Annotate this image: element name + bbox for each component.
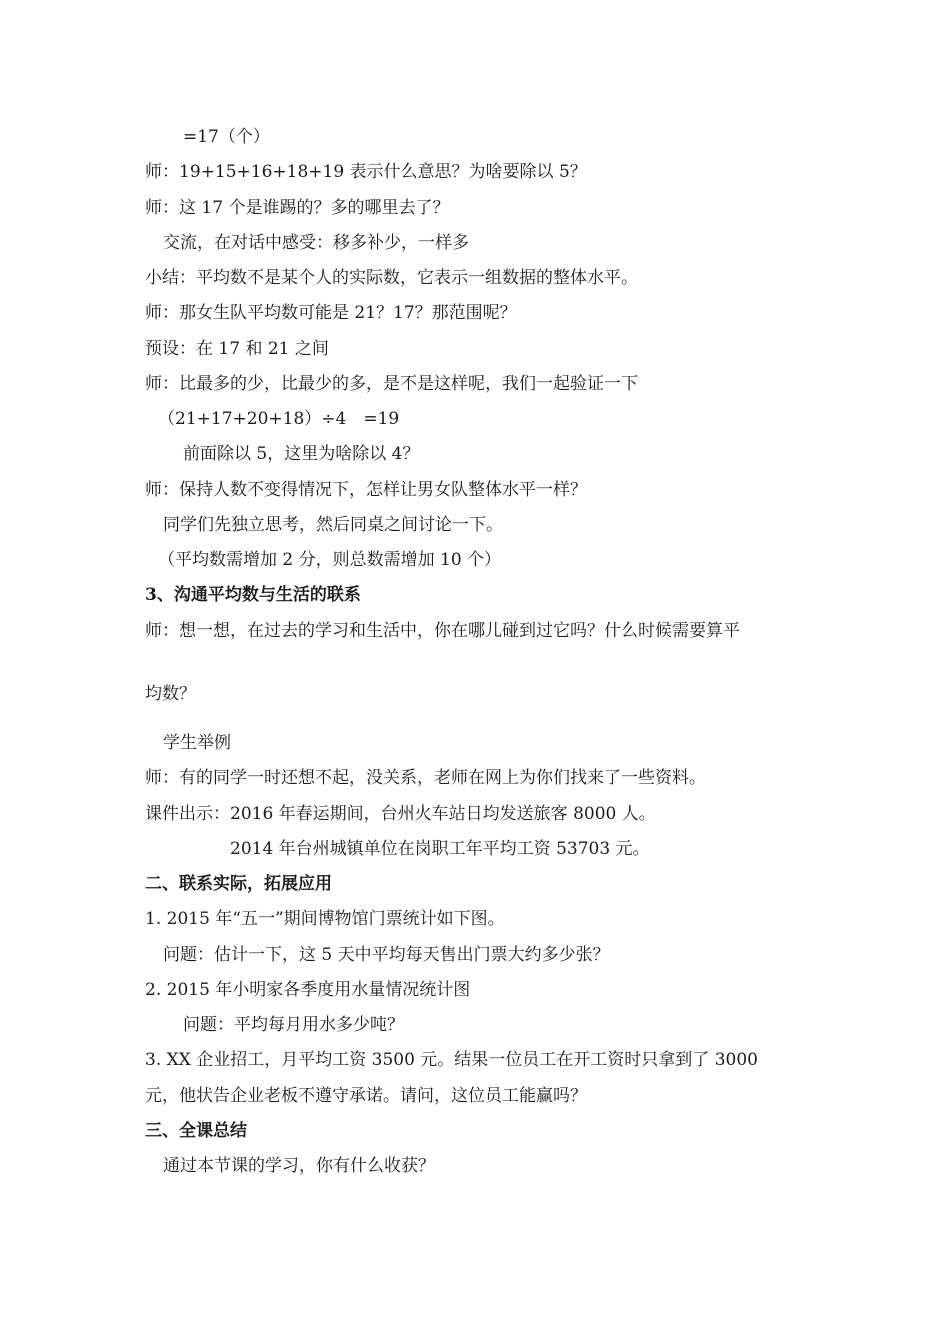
summary-line: 小结：平均数不是某个人的实际数，它表示一组数据的整体水平。 bbox=[145, 268, 638, 288]
note-line: （平均数需增加 2 分，则总数需增加 10 个） bbox=[158, 550, 502, 570]
teacher-materials-line: 师：有的同学一时还想不起，没关系，老师在网上为你们找来了一些资料。 bbox=[145, 768, 706, 788]
teacher-question-girls: 师：那女生队平均数可能是 21？17？那范围呢？ bbox=[145, 303, 517, 323]
wage-line: 2014 年台州城镇单位在岗职工年平均工资 53703 元。 bbox=[230, 839, 650, 859]
section-heading-three: 三、全课总结 bbox=[145, 1121, 247, 1141]
section-heading-two: 二、联系实际，拓展应用 bbox=[145, 874, 332, 894]
preset-line: 预设：在 17 和 21 之间 bbox=[145, 339, 329, 359]
divide-question: 前面除以 5，这里为啥除以 4？ bbox=[183, 444, 420, 464]
equation-result: =17（个） bbox=[183, 127, 270, 147]
item-2: 2. 2015 年小明家各季度用水量情况统计图 bbox=[145, 980, 471, 1000]
teacher-think-line: 师：想一想，在过去的学习和生活中，你在哪儿碰到过它吗？什么时候需要算平 bbox=[145, 621, 740, 641]
discussion-line: 交流，在对话中感受：移多补少，一样多 bbox=[163, 233, 469, 253]
teacher-verify-line: 师：比最多的少，比最少的多，是不是这样呢，我们一起验证一下 bbox=[145, 374, 638, 394]
section-heading-3: 3、沟通平均数与生活的联系 bbox=[145, 585, 361, 605]
item-1: 1. 2015 年“五一”期间博物馆门票统计如下图。 bbox=[145, 909, 505, 929]
item-2-question: 问题：平均每月用水多少吨？ bbox=[183, 1015, 404, 1035]
item-3-cont: 元，他状告企业老板不遵守承诺。请问，这位员工能赢吗？ bbox=[145, 1086, 587, 1106]
teacher-question-who: 师：这 17 个是谁踢的？多的哪里去了？ bbox=[145, 198, 450, 218]
students-examples: 学生举例 bbox=[163, 733, 231, 753]
think-discuss-line: 同学们先独立思考，然后同桌之间讨论一下。 bbox=[163, 515, 503, 535]
teacher-think-line-cont: 均数？ bbox=[145, 684, 196, 704]
item-3: 3. XX 企业招工，月平均工资 3500 元。结果一位员工在开工资时只拿到了 3000 bbox=[145, 1050, 758, 1070]
calculation-line: （21+17+20+18）÷4 =19 bbox=[158, 409, 400, 429]
teacher-question-sum: 师：19+15+16+18+19 表示什么意思？为啥要除以 5？ bbox=[145, 162, 587, 182]
closing-question: 通过本节课的学习，你有什么收获？ bbox=[163, 1156, 435, 1176]
courseware-line: 课件出示：2016 年春运期间，台州火车站日均发送旅客 8000 人。 bbox=[145, 804, 656, 824]
item-1-question: 问题：估计一下，这 5 天中平均每天售出门票大约多少张？ bbox=[163, 945, 610, 965]
teacher-question-balance: 师：保持人数不变得情况下，怎样让男女队整体水平一样？ bbox=[145, 480, 587, 500]
